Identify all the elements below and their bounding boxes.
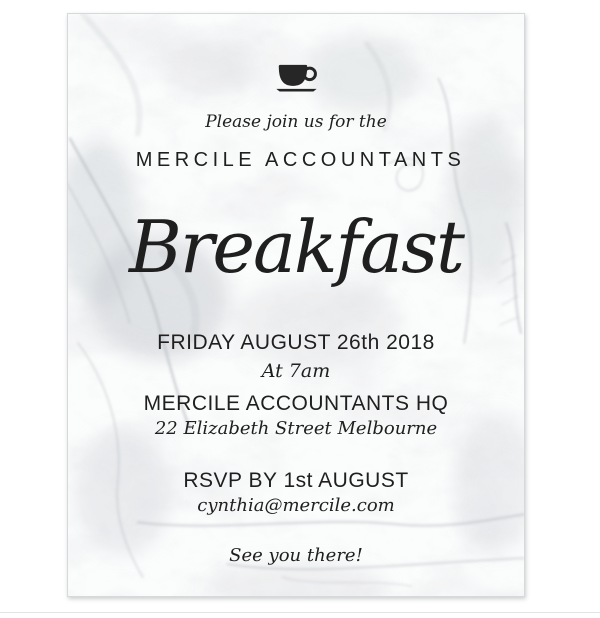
page-bottom-divider — [0, 612, 600, 613]
closing-line: See you there! — [229, 545, 363, 566]
company-name: MERCILE ACCOUNTANTS — [135, 149, 466, 171]
event-time: At 7am — [261, 360, 331, 382]
intro-line: Please join us for the — [205, 112, 387, 132]
rsvp-line: RSVP BY 1st AUGUST — [183, 469, 409, 492]
invitation-content — [68, 14, 524, 596]
venue-address: 22 Elizabeth Street Melbourne — [154, 418, 438, 439]
event-date: FRIDAY AUGUST 26th 2018 — [157, 331, 435, 354]
coffee-cup-icon — [68, 64, 524, 92]
event-title: Breakfast — [129, 205, 463, 289]
venue-name: MERCILE ACCOUNTANTS HQ — [143, 392, 449, 415]
rsvp-email: cynthia@mercile.com — [197, 495, 395, 516]
invitation-card — [67, 13, 525, 597]
